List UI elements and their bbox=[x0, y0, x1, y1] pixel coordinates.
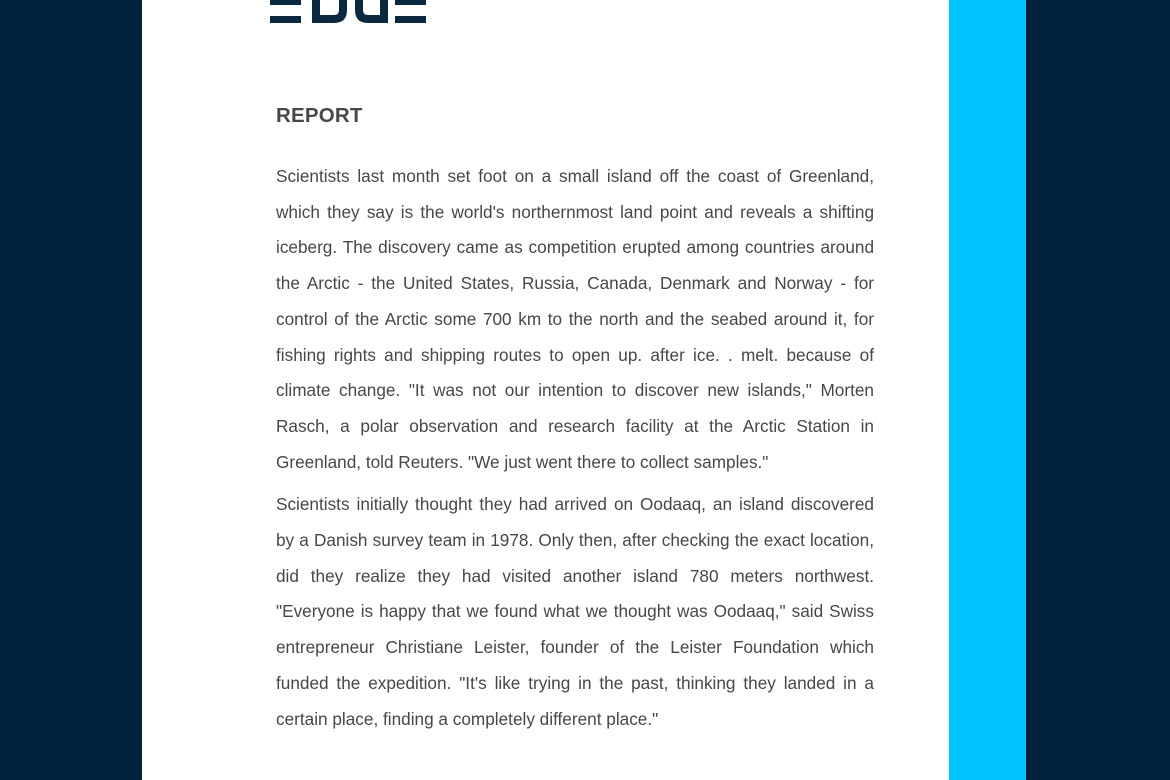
edge-logo-icon bbox=[270, 0, 430, 24]
article-title: REPORT bbox=[276, 104, 363, 127]
article bbox=[276, 100, 874, 737]
article-paragraph-1: Scientists last month set foot on a small island off the coast of Greenland, which they say is the world's northernmost land point and reveals a shifting iceberg. The discovery came as competition erupted among countries around the Arctic - the United States, Russia, Canada, Denmark and Norway - for control of the Arctic some 700 km to the north and the seabed around it, for fishing rights and shipping routes to open up. after ice. . melt. because of climate change. "It was not our intention to discover new islands," Morten Rasch, a polar observation and research facility at the Arctic Station in Greenland, told Reuters. "We just went there to collect samples." bbox=[276, 166, 874, 472]
edge-logo bbox=[270, 0, 430, 24]
accent-strip bbox=[949, 0, 1026, 780]
article-paragraph-2: Scientists initially thought they had arrived on Oodaaq, an island discovered by a Danish survey team in 1978. Only then, after checking the exact location, did they realize they had visited another island 780 meters northwest. "Everyone is happy that we found what we thought was Oodaaq," said Swiss entrepreneur Christiane Leister, founder of the Leister Foundation which funded the expedition. "It's like trying in the past, thinking they landed in a certain place, finding a completely different place." bbox=[276, 494, 874, 729]
